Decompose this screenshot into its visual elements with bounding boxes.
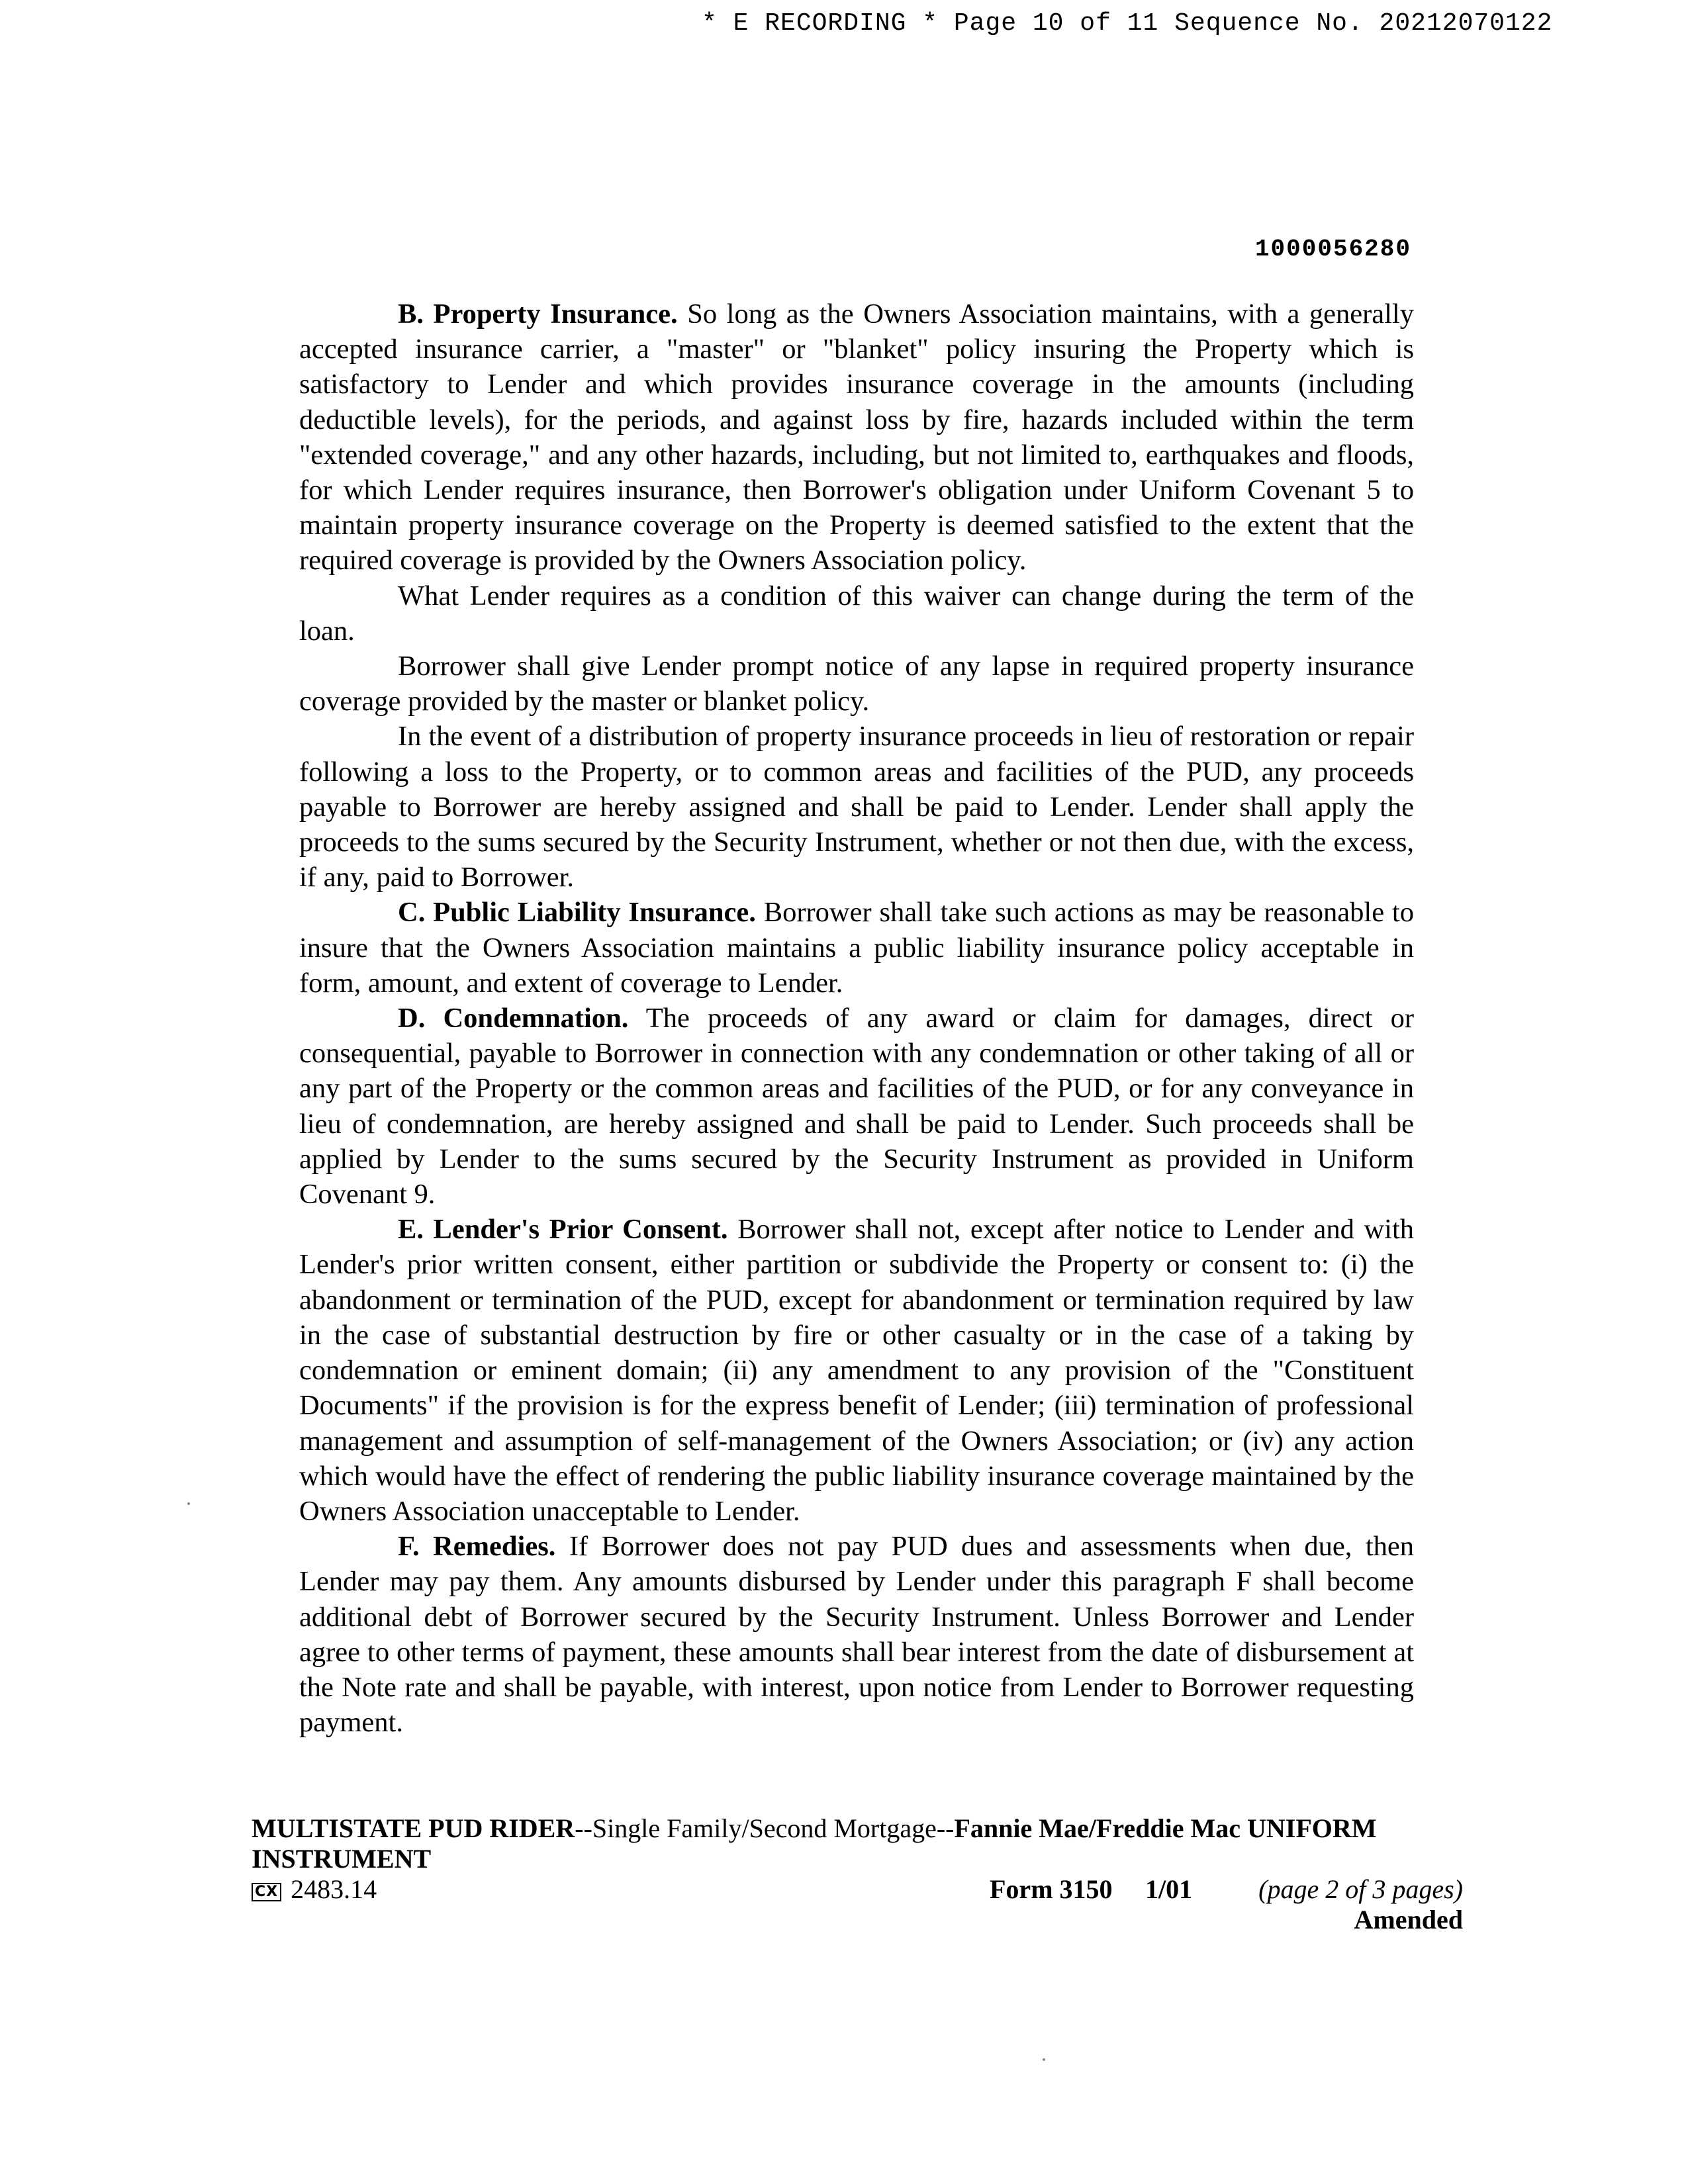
section-b-paragraph-4: In the event of a distribution of property insurance proceeds in lieu of restoration or repair following a loss to the Property, or to common areas and facilities of the PUD, any proceeds payable to Borrower are hereby assigned and shall be paid to Lender. Lender shall apply the proceeds to the sums secured by the Security Instrument, whether or not then due, with the excess, if any, paid to Borrower. xyxy=(299,721,1414,893)
footer-title-part-2: --Single Family/Second Mortgage-- xyxy=(575,1813,955,1843)
section-e-text: Borrower shall not, except after notice to Lender and with Lender's prior written consent, either partition or subdivide the Property or consent to: (i) the abandonment or termination of the PUD, except for abandonment or termination required by law in the case of substantial destruction by fire or other casualty or in the case of a taking by condemnation or eminent domain; (ii) any amendment to any provision of the "Constituent Documents" if the provision is for the express benefit of Lender; (iii) termination of professional management and assumption of self-management of the Owners Association; or (iv) any action which would have the effect of rendering the public liability insurance coverage maintained by the Owners Association unacceptable to Lender. xyxy=(299,1214,1415,1527)
scan-speck xyxy=(1043,2058,1045,2061)
footer-form-row xyxy=(252,1874,1463,1905)
footer-title-part-1: MULTISTATE PUD RIDER xyxy=(252,1813,575,1843)
section-b-heading: B. Property Insurance. xyxy=(398,298,678,330)
amended-label: Amended xyxy=(1354,1905,1463,1934)
page-count: (page 2 of 3 pages) xyxy=(1258,1874,1463,1904)
section-e-heading: E. Lender's Prior Consent. xyxy=(398,1214,728,1246)
footer-amended-row xyxy=(252,1905,1463,1935)
section-f xyxy=(299,1529,1414,1740)
rider-body xyxy=(299,296,1414,1740)
section-c-text: Borrower shall take such actions as may be reasonable to insure that the Owners Association maintains a public liability insurance policy acceptable in form, amount, and extent of coverage to Lender. xyxy=(299,897,1414,999)
section-e xyxy=(299,1212,1414,1529)
form-date: 1/01 xyxy=(1145,1874,1193,1904)
section-d xyxy=(299,1001,1414,1212)
footer-title xyxy=(252,1813,1463,1874)
section-f-text: If Borrower does not pay PUD dues and assessments when due, then Lender may pay them. Any amounts disbursed by Lender under this paragraph F shall become additional debt of Borrower secured by the Security Instrument. Unless Borrower and Lender agree to other terms of payment, these amounts shall bear interest from the date of disbursement at the Note rate and shall be payable, with interest, upon notice from Lender to Borrower requesting payment. xyxy=(299,1531,1415,1739)
section-b-paragraph-2: What Lender requires as a condition of this waiver can change during the term of the loan. xyxy=(299,580,1414,647)
section-b xyxy=(299,296,1414,578)
cx-logo-icon: CX xyxy=(252,1883,281,1901)
footer-title-part-3: Fannie Mae/Freddie Mac UNIFORM INSTRUMENT xyxy=(252,1813,1377,1874)
section-f-heading: F. Remedies. xyxy=(398,1531,556,1563)
section-c-heading: C. Public Liability Insurance. xyxy=(398,897,756,929)
section-d-text: The proceeds of any award or claim for damages, direct or consequential, payable to Borrower in connection with any condemnation or other taking of all or any part of the Property or the common areas and facilities of the PUD, or for any conveyance in lieu of condemnation, are hereby assigned and shall be paid to Lender. Such proceeds shall be applied by Lender to the sums secured by the Security Instrument as provided in Uniform Covenant 9. xyxy=(299,1003,1414,1210)
form-code-number: 2483.14 xyxy=(291,1874,377,1904)
section-d-heading: D. Condemnation. xyxy=(398,1003,629,1034)
form-footer xyxy=(252,1813,1463,1935)
recording-header: * E RECORDING * Page 10 of 11 Sequence No. 20212070122 xyxy=(702,9,1553,38)
section-c xyxy=(299,895,1414,1001)
section-b-paragraph-3: Borrower shall give Lender prompt notice of any lapse in required property insurance coverage provided by the master or blanket policy. xyxy=(299,651,1414,717)
form-code xyxy=(252,1874,377,1905)
scan-speck xyxy=(187,1502,190,1505)
form-number: Form 3150 xyxy=(990,1874,1113,1904)
loan-number: 1000056280 xyxy=(1254,236,1411,263)
section-b-text: So long as the Owners Association maintains, with a generally accepted insurance carrier, a "master" or "blanket" policy insuring the Property which is satisfactory to Lender and which provides insurance coverage in the amounts (including deductible levels), for the periods, and against loss by fire, hazards included within the term "extended coverage," and any other hazards, including, but not limited to, earthquakes and floods, for which Lender requires insurance, then Borrower's obligation under Uniform Covenant 5 to maintain property insurance coverage on the Property is deemed satisfied to the extent that the required coverage is provided by the Owners Association policy. xyxy=(299,298,1414,576)
